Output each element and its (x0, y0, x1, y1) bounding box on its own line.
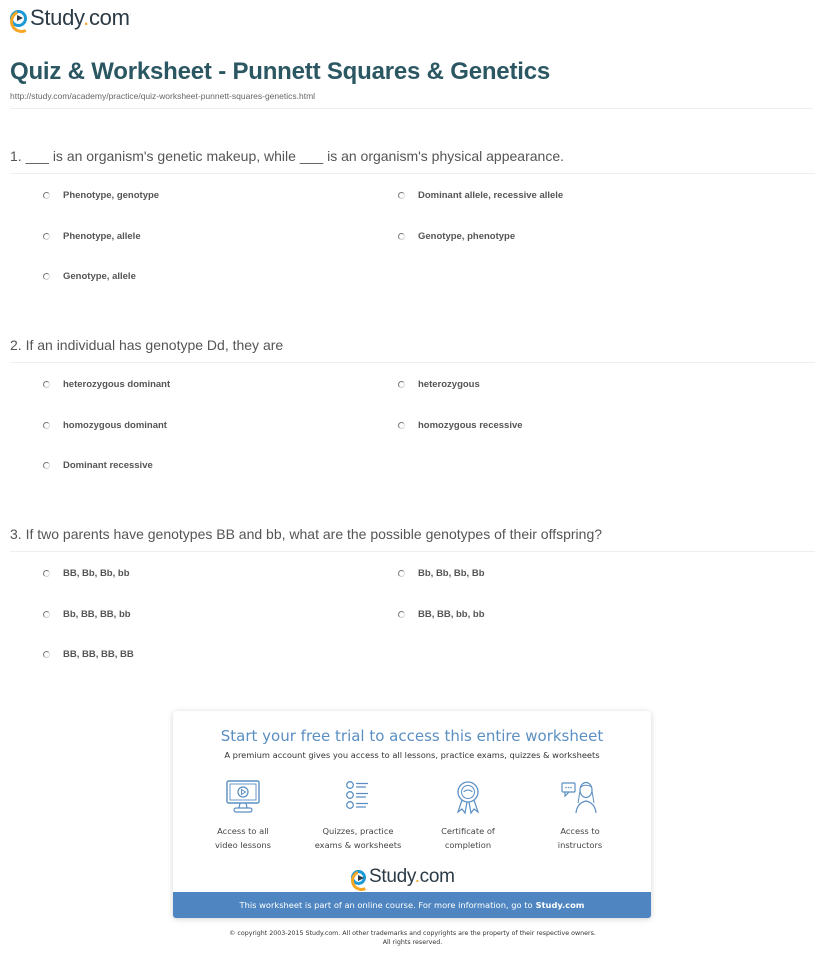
answer-option[interactable]: Bb, BB, BB, bb (43, 607, 131, 621)
answer-option[interactable]: Dominant recessive (43, 458, 153, 472)
play-logo-icon (351, 870, 366, 885)
study-logo[interactable] (10, 5, 131, 31)
play-logo-icon (10, 10, 27, 27)
answer-option[interactable]: Genotype, allele (43, 269, 136, 283)
answer-option[interactable]: BB, Bb, Bb, bb (43, 566, 130, 580)
question-text: 1. ___ is an organism's genetic makeup, while ___ is an organism's physical appearance. (10, 148, 815, 174)
answer-option[interactable]: Phenotype, allele (43, 229, 141, 243)
radio-button[interactable] (398, 192, 405, 199)
radio-button[interactable] (43, 611, 50, 618)
question-text: 3. If two parents have genotypes BB and bb, what are the possible genotypes of their offspring? (10, 526, 815, 552)
page-url[interactable]: http://study.com/academy/practice/quiz-worksheet-punnett-squares-genetics.html (10, 91, 316, 101)
answer-option[interactable]: Bb, Bb, Bb, Bb (398, 566, 485, 580)
radio-button[interactable] (43, 273, 50, 280)
quiz-list-icon (338, 779, 378, 815)
radio-button[interactable] (43, 381, 50, 388)
answer-option[interactable]: Phenotype, genotype (43, 188, 159, 202)
radio-button[interactable] (398, 381, 405, 388)
certificate-icon (448, 779, 488, 815)
radio-button[interactable] (43, 192, 50, 199)
study-logo-promo[interactable] (351, 866, 456, 888)
feature-certificate: Certificate of completion (413, 779, 523, 852)
instructor-icon (560, 779, 600, 815)
question-text: 2. If an individual has genotype Dd, they are (10, 337, 815, 363)
radio-button[interactable] (398, 233, 405, 240)
radio-button[interactable] (43, 422, 50, 429)
answer-option[interactable]: heterozygous dominant (43, 377, 170, 391)
radio-button[interactable] (43, 462, 50, 469)
study-link[interactable]: Study.com (535, 900, 585, 910)
feature-instructors: Access to instructors (525, 779, 635, 852)
question-2 (10, 337, 815, 471)
answer-option[interactable]: Genotype, phenotype (398, 229, 515, 243)
answer-option[interactable]: heterozygous (398, 377, 480, 391)
radio-button[interactable] (398, 570, 405, 577)
radio-button[interactable] (398, 611, 405, 618)
radio-button[interactable] (43, 233, 50, 240)
course-info-banner[interactable]: This worksheet is part of an online course. For more information, go to Study.com (173, 892, 651, 918)
promo-subtitle: A premium account gives you access to all lessons, practice exams, quizzes & worksheets (224, 750, 600, 760)
question-3 (10, 526, 815, 660)
divider (10, 108, 813, 109)
video-lesson-icon (223, 779, 263, 815)
answer-option[interactable]: homozygous dominant (43, 418, 167, 432)
promo-title[interactable]: Start your free trial to access this entire worksheet (220, 727, 604, 745)
answer-option[interactable]: homozygous recessive (398, 418, 523, 432)
feature-quizzes: Quizzes, practice exams & worksheets (303, 779, 413, 852)
page-title: Quiz & Worksheet - Punnett Squares & Genetics (10, 58, 551, 85)
question-1 (10, 148, 815, 282)
feature-video-lessons: Access to all video lessons (188, 779, 298, 852)
answer-option[interactable]: BB, BB, BB, BB (43, 647, 134, 661)
radio-button[interactable] (398, 422, 405, 429)
radio-button[interactable] (43, 651, 50, 658)
copyright-footer: © copyright 2003-2015 Study.com. All other trademarks and copyrights are the property of their respective owners. All rights reserved. (229, 930, 596, 946)
answer-option[interactable]: Dominant allele, recessive allele (398, 188, 563, 202)
radio-button[interactable] (43, 570, 50, 577)
free-trial-promo (173, 711, 651, 918)
answer-option[interactable]: BB, BB, bb, bb (398, 607, 485, 621)
logo-wordmark: Study.com· (30, 5, 132, 30)
logo-wordmark: Study.com· (369, 866, 457, 887)
